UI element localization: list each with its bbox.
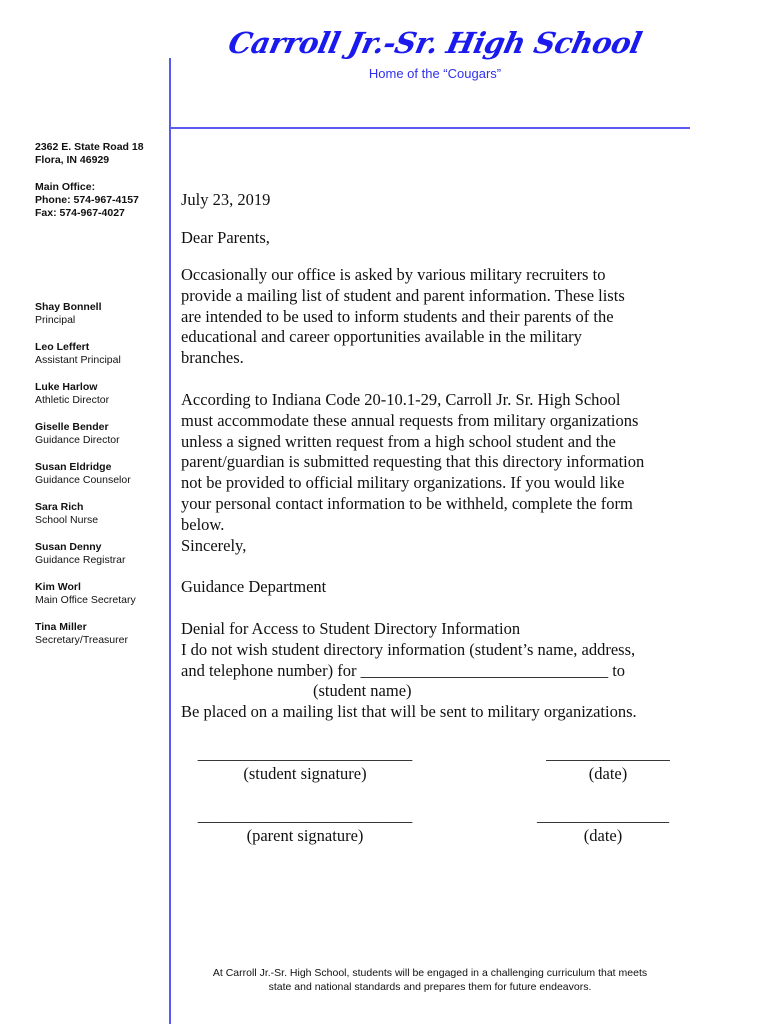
- staff-member: [35, 541, 136, 567]
- staff-member: [35, 501, 136, 527]
- staff-title: Assistant Principal: [35, 354, 121, 366]
- text-line: provide a mailing list of student and parent information. These lists: [181, 285, 625, 305]
- text-line: (student name): [181, 681, 412, 701]
- date-label: (date): [588, 764, 628, 783]
- office-contact: [35, 181, 139, 220]
- footer-line: At Carroll Jr.-Sr. High School, students will be engaged in a challenging curriculum that meets: [212, 967, 648, 979]
- staff-list: [35, 301, 136, 661]
- address-line: 2362 E. State Road 18: [35, 141, 144, 153]
- text-line: educational and career opportunities available in the military: [181, 327, 582, 347]
- school-logo: Carroll Jr.-Sr. High School: [225, 26, 645, 60]
- letter-salutation: Dear Parents,: [181, 228, 270, 247]
- text-line: Occasionally our office is asked by various military recruiters to: [181, 265, 606, 284]
- staff-name: Sara Rich: [35, 501, 84, 513]
- staff-member: [35, 421, 136, 447]
- text-line: Be placed on a mailing list that will be sent to military organizations.: [181, 702, 637, 722]
- staff-name: Susan Denny: [35, 541, 102, 553]
- letter-paragraph-2: [181, 390, 644, 556]
- staff-title: Main Office Secretary: [35, 594, 136, 606]
- staff-title: Principal: [35, 314, 76, 326]
- horizontal-divider: [170, 127, 690, 129]
- staff-title: Guidance Registrar: [35, 554, 126, 566]
- letter-paragraph-1: [181, 265, 625, 369]
- staff-name: Shay Bonnell: [35, 301, 102, 313]
- staff-name: Kim Worl: [35, 581, 81, 593]
- vertical-divider: [169, 58, 171, 1024]
- text-line: branches.: [181, 348, 244, 368]
- letter-signoff: Guidance Department: [181, 577, 327, 596]
- staff-title: Athletic Director: [35, 394, 110, 406]
- date-label: (date): [583, 826, 623, 845]
- footer-line: state and national standards and prepares them for future endeavors.: [268, 981, 592, 993]
- staff-name: Giselle Bender: [35, 421, 109, 433]
- staff-title: Guidance Director: [35, 434, 120, 446]
- text-line: According to Indiana Code 20-10.1-29, Carroll Jr. Sr. High School: [181, 390, 621, 409]
- text-line: Denial for Access to Student Directory Information: [181, 619, 521, 638]
- school-address: [35, 141, 144, 167]
- staff-name: Luke Harlow: [35, 381, 98, 393]
- parent-signature-label: (parent signature): [246, 826, 364, 845]
- office-label: Main Office:: [35, 181, 96, 193]
- text-line: below.: [181, 514, 225, 534]
- text-line: your personal contact information to be withheld, complete the form: [181, 493, 633, 513]
- office-phone: Phone: 574-967-4157: [35, 194, 139, 206]
- parent-signature-block: [181, 806, 429, 846]
- letter-date: July 23, 2019: [181, 190, 271, 209]
- staff-member: [35, 301, 136, 327]
- staff-member: [35, 341, 136, 367]
- text-line: must accommodate these annual requests from military organizations: [181, 410, 639, 430]
- staff-name: Susan Eldridge: [35, 461, 112, 473]
- address-line: Flora, IN 46929: [35, 154, 110, 166]
- student-date-block: [538, 744, 678, 784]
- text-line: Sincerely,: [181, 535, 247, 555]
- text-line: unless a signed written request from a high school student and the: [181, 431, 616, 451]
- staff-member: [35, 461, 136, 487]
- parent-date-block: [528, 806, 678, 846]
- staff-member: [35, 621, 136, 647]
- school-motto: Home of the “Cougars”: [368, 66, 502, 81]
- staff-title: School Nurse: [35, 514, 99, 526]
- text-line: parent/guardian is submitted requesting that this directory information: [181, 452, 645, 472]
- text-line: I do not wish student directory information (student’s name, address,: [181, 639, 636, 659]
- staff-title: Guidance Counselor: [35, 474, 131, 486]
- staff-member: [35, 581, 136, 607]
- staff-title: Secretary/Treasurer: [35, 634, 128, 646]
- text-line: and telephone number) for ______________________________ to: [181, 660, 626, 680]
- office-fax: Fax: 574-967-4027: [35, 207, 125, 219]
- text-line: are intended to be used to inform students and their parents of the: [181, 306, 614, 326]
- student-signature-block: [181, 744, 429, 784]
- date-line: _______________: [546, 744, 670, 763]
- staff-name: Leo Leffert: [35, 341, 90, 353]
- footer-mission: [170, 966, 690, 994]
- staff-member: [35, 381, 136, 407]
- student-signature-label: (student signature): [243, 764, 367, 783]
- signature-line: __________________________: [197, 744, 413, 763]
- text-line: not be provided to official military organizations. If you would like: [181, 473, 625, 493]
- denial-form-text: [181, 619, 637, 723]
- date-line: ________________: [537, 806, 669, 825]
- staff-name: Tina Miller: [35, 621, 87, 633]
- signature-line: __________________________: [197, 806, 413, 825]
